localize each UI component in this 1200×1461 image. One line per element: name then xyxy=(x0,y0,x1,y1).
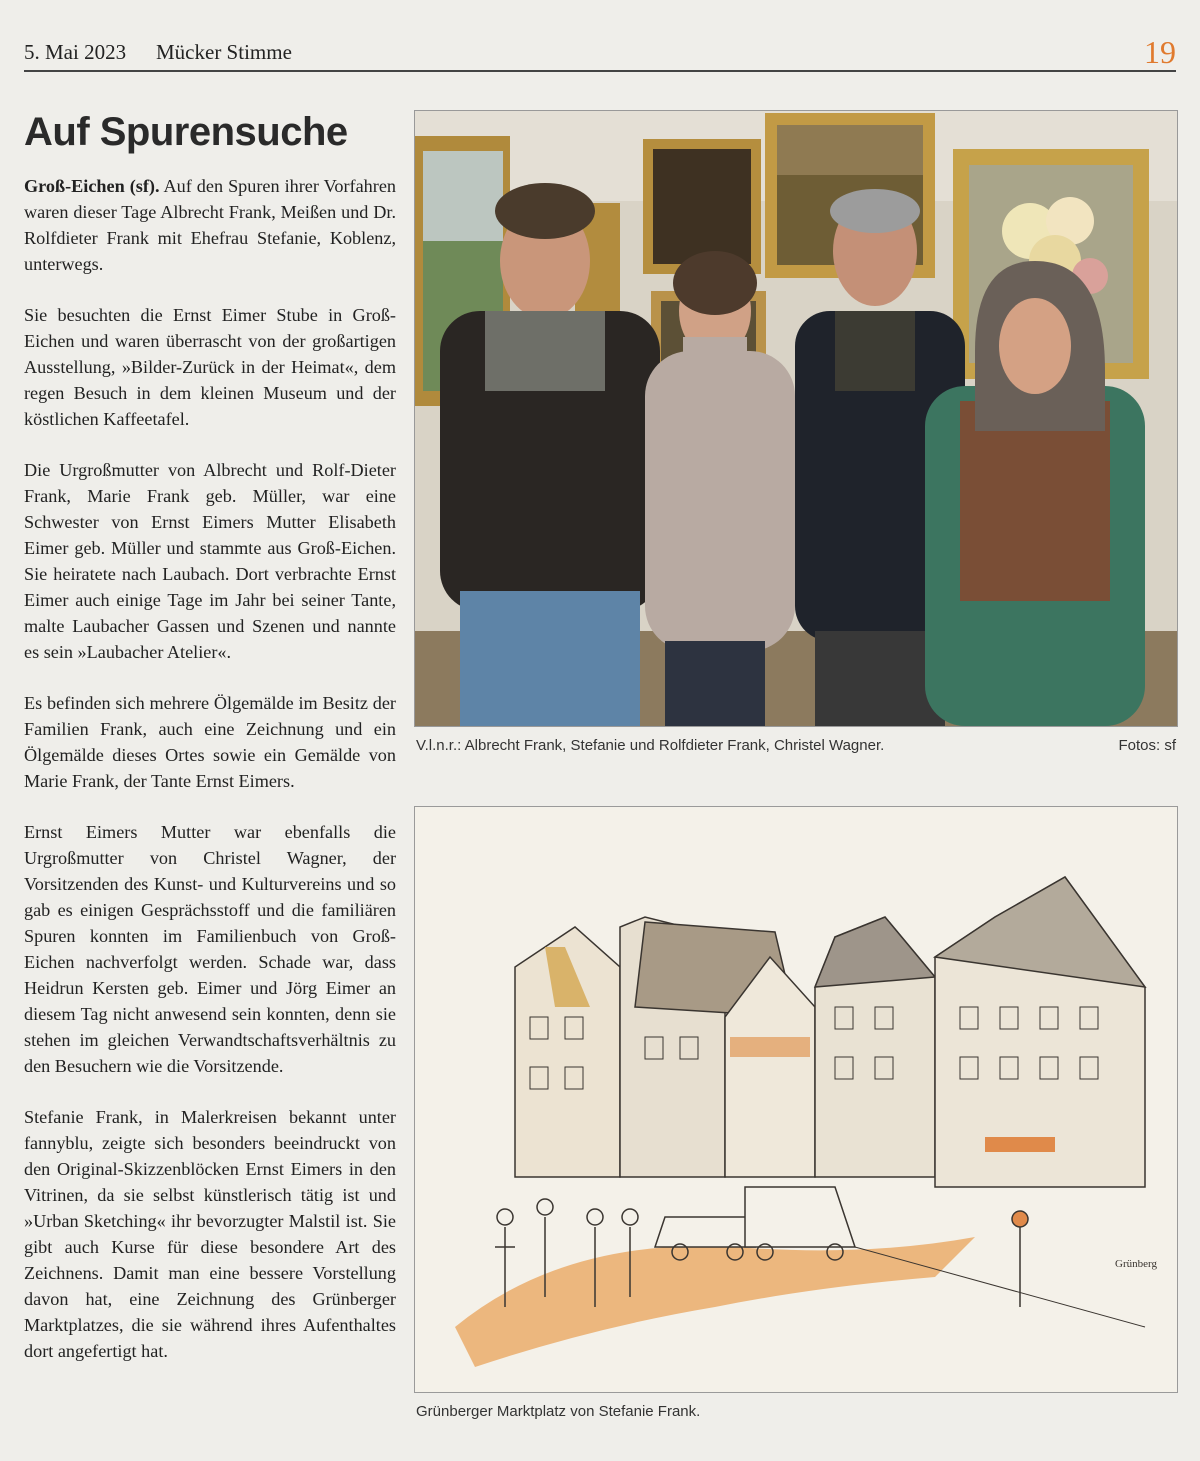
photo-credit: Fotos: sf xyxy=(1118,737,1176,754)
newspaper-name: Mücker Stimme xyxy=(156,40,292,64)
group-photo xyxy=(414,110,1178,727)
lead-paragraph xyxy=(24,173,396,277)
article-body xyxy=(24,173,396,1389)
body-paragraph: Sie besuchten die Ernst Eimer Stube in Groß-Eichen und waren überrascht von der großartigen Ausstellung, »Bilder-Zurück in der Heimat«, dem regen Besuch in dem kleinen Museum und der köstlichen Kaffeetafel. xyxy=(24,305,396,429)
body-paragraph: Ernst Eimers Mutter war ebenfalls die Urgroßmutter von Christel Wagner, der Vorsitzenden des Kunst- und Kulturvereins und so gab es einigen Gesprächsstoff und die familiären Spuren konnten im Familienbuch von Groß-Eichen nachverfolgt werden. Schade war, dass Heidrun Kersten geb. Eimer und Jörg Eimer an diesem Tag nicht anwesend sein konnten, denn sie stehen im gleichen Verwandtschaftsverhältnis zu den Besuchern wie die Vorsitzende. xyxy=(24,822,396,1076)
issue-date: 5. Mai 2023 xyxy=(24,40,127,64)
page-header xyxy=(24,36,1176,76)
article-headline: Auf Spurensuche xyxy=(24,110,348,154)
body-paragraph: Die Urgroßmutter von Albrecht und Rolf-Dieter Frank, Marie Frank geb. Müller, war eine Schwester von Ernst Eimers Mutter Elisabeth Eimer geb. Müller und stammte aus Groß-Eichen. Sie heiratete nach Laubach. Dort verbrachte Ernst Eimer auch einige Tage im Jahr bei seiner Tante, malte Laubacher Gassen und Szenen und nannte es sein »Laubacher Atelier«. xyxy=(24,460,396,662)
sketch-signature: Grünberg xyxy=(1115,1258,1157,1270)
header-rule xyxy=(24,70,1176,72)
market-square-sketch xyxy=(414,806,1178,1393)
body-paragraph: Stefanie Frank, in Malerkreisen bekannt unter fannyblu, zeigte sich besonders beeindruckt von den Original-Skizzenblöcken Ernst Eimers in den Vitrinen, da sie selbst künstlerisch tätig ist und »Urban Sketching« ihr bevorzugter Malstil ist. Sie gibt auch Kurse für diese besondere Art des Zeichnens. Damit man eine bessere Vorstellung davon hat, eine Zeichnung des Grünberger Marktplatzes, die sie während ihres Aufenthaltes dort angefertigt hat. xyxy=(24,1107,396,1361)
photo-caption: V.l.n.r.: Albrecht Frank, Stefanie und Rolfdieter Frank, Christel Wagner. xyxy=(416,737,885,754)
body-paragraph: Es befinden sich mehrere Ölgemälde im Besitz der Familien Frank, auch eine Zeichnung und ein Ölgemälde dieses Ortes sowie ein Gemälde von Marie Frank, der Tante Ernst Eimers. xyxy=(24,693,396,791)
dateline: Groß-Eichen (sf). xyxy=(24,176,160,196)
lead-text: Auf den Spuren ihrer Vorfahren waren dieser Tage Albrecht Frank, Meißen und Dr. Rolfdieter Frank mit Ehefrau Stefanie, Koblenz, unterwegs. xyxy=(24,176,396,274)
page-number: 19 xyxy=(1144,34,1176,70)
sketch-caption: Grünberger Marktplatz von Stefanie Frank. xyxy=(416,1403,701,1420)
